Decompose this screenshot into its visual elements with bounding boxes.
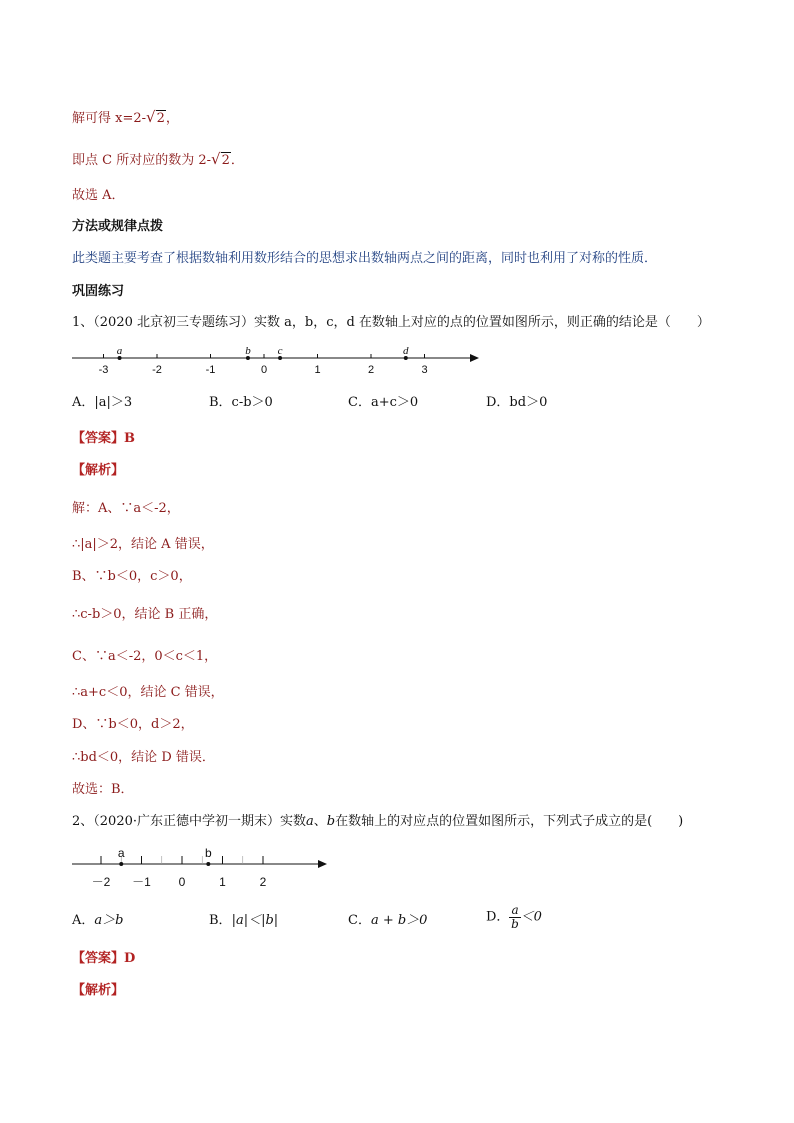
q1-option-a: A．|a|＞3 [72,395,133,410]
q1-tick-label: 3 [421,364,428,376]
solution-line-1: 解可得 x=2-√2， [72,108,179,126]
q2-answer: 【答案】D [72,951,136,966]
method-heading: 方法或规律点拨 [72,219,164,234]
solution-line-3: 故选 A． [72,188,125,203]
q2-option-b: B．|a|＜|b| [209,913,279,928]
q1-point-label: d [403,345,409,357]
fraction-a-over-b: $\frac{a}{b}$ [511,903,519,931]
q2-tick-label: 2 [259,875,267,889]
q2-analysis-heading: 【解析】 [72,983,125,998]
q1-tick-label: -1 [205,364,216,376]
q1-analysis-line: 故选：B． [72,782,134,797]
q1-tick-label: -2 [152,364,162,376]
practice-heading: 巩固练习 [72,284,125,299]
q1-analysis-line: ∴bd＜0，结论 D 错误． [72,750,215,765]
q2-point-label: b [204,846,212,860]
q2-point-a [119,862,123,866]
q1-analysis-line: 解：A、∵a＜-2， [72,501,180,516]
q1-point-label: a [116,345,123,357]
q1-analysis-line: ∴|a|＞2，结论 A 错误， [72,537,214,552]
q2-stem: 2、（2020·广东正德中学初一期末）实数a、b在数轴上的对应点的位置如图所示，下列式子成立的是( ) [72,814,684,829]
q1-option-d: D．bd＞0 [486,395,548,410]
q1-analysis-line: C、∵a＜-2，0＜c＜1， [72,649,218,664]
q2-point-b [206,862,210,866]
q2-tick-label: －2 [91,875,111,889]
method-text: 此类题主要考查了根据数轴利用数形结合的思想求出数轴两点之间的距离，同时也利用了对称的性质． [72,251,658,266]
q1-analysis-line: ∴c-b＞0，结论 B 正确， [72,607,218,622]
q1-option-c: C．a+c＞0 [348,395,419,410]
q1-point-label: b [245,345,251,357]
q2-point-label: a [117,846,125,860]
q1-tick-label: 1 [314,364,321,376]
q1-point-label: c [277,345,283,357]
q1-option-b: B．c-b＞0 [209,395,273,410]
q1-stem: 1、（2020 北京初三专题练习）实数 a，b，c，d 在数轴上对应的点的位置如图所示，则正确的结论是（ ） [72,315,710,330]
q2-axis-arrow [318,860,327,868]
q1-tick-label: 2 [367,364,375,376]
q2-option-c: C．a + b＞0 [348,913,428,928]
q2-tick-label: 1 [219,875,226,889]
q2-option-a: A．a＞b [72,913,124,928]
q2-option-d: D． $\frac{a}{b}$ ＜0 [486,903,542,931]
solution-line-2: 即点 C 所对应的数为 2-√2． [72,150,244,168]
q1-analysis-line: D、∵b＜0，d＞2， [72,717,194,732]
q1-tick-label: 0 [260,364,268,376]
q2-tick-label: 0 [178,875,186,889]
q2-tick-label: －1 [132,875,151,889]
sqrt-symbol: √ [211,150,221,168]
q1-analysis-heading: 【解析】 [72,463,125,478]
q1-answer: 【答案】B [72,431,135,446]
q1-analysis-line: B、∵b＜0，c＞0， [72,569,192,584]
q1-analysis-line: ∴a+c＜0，结论 C 错误， [72,685,224,700]
sqrt-symbol: √ [146,108,156,126]
q1-tick-label: -3 [98,364,109,376]
